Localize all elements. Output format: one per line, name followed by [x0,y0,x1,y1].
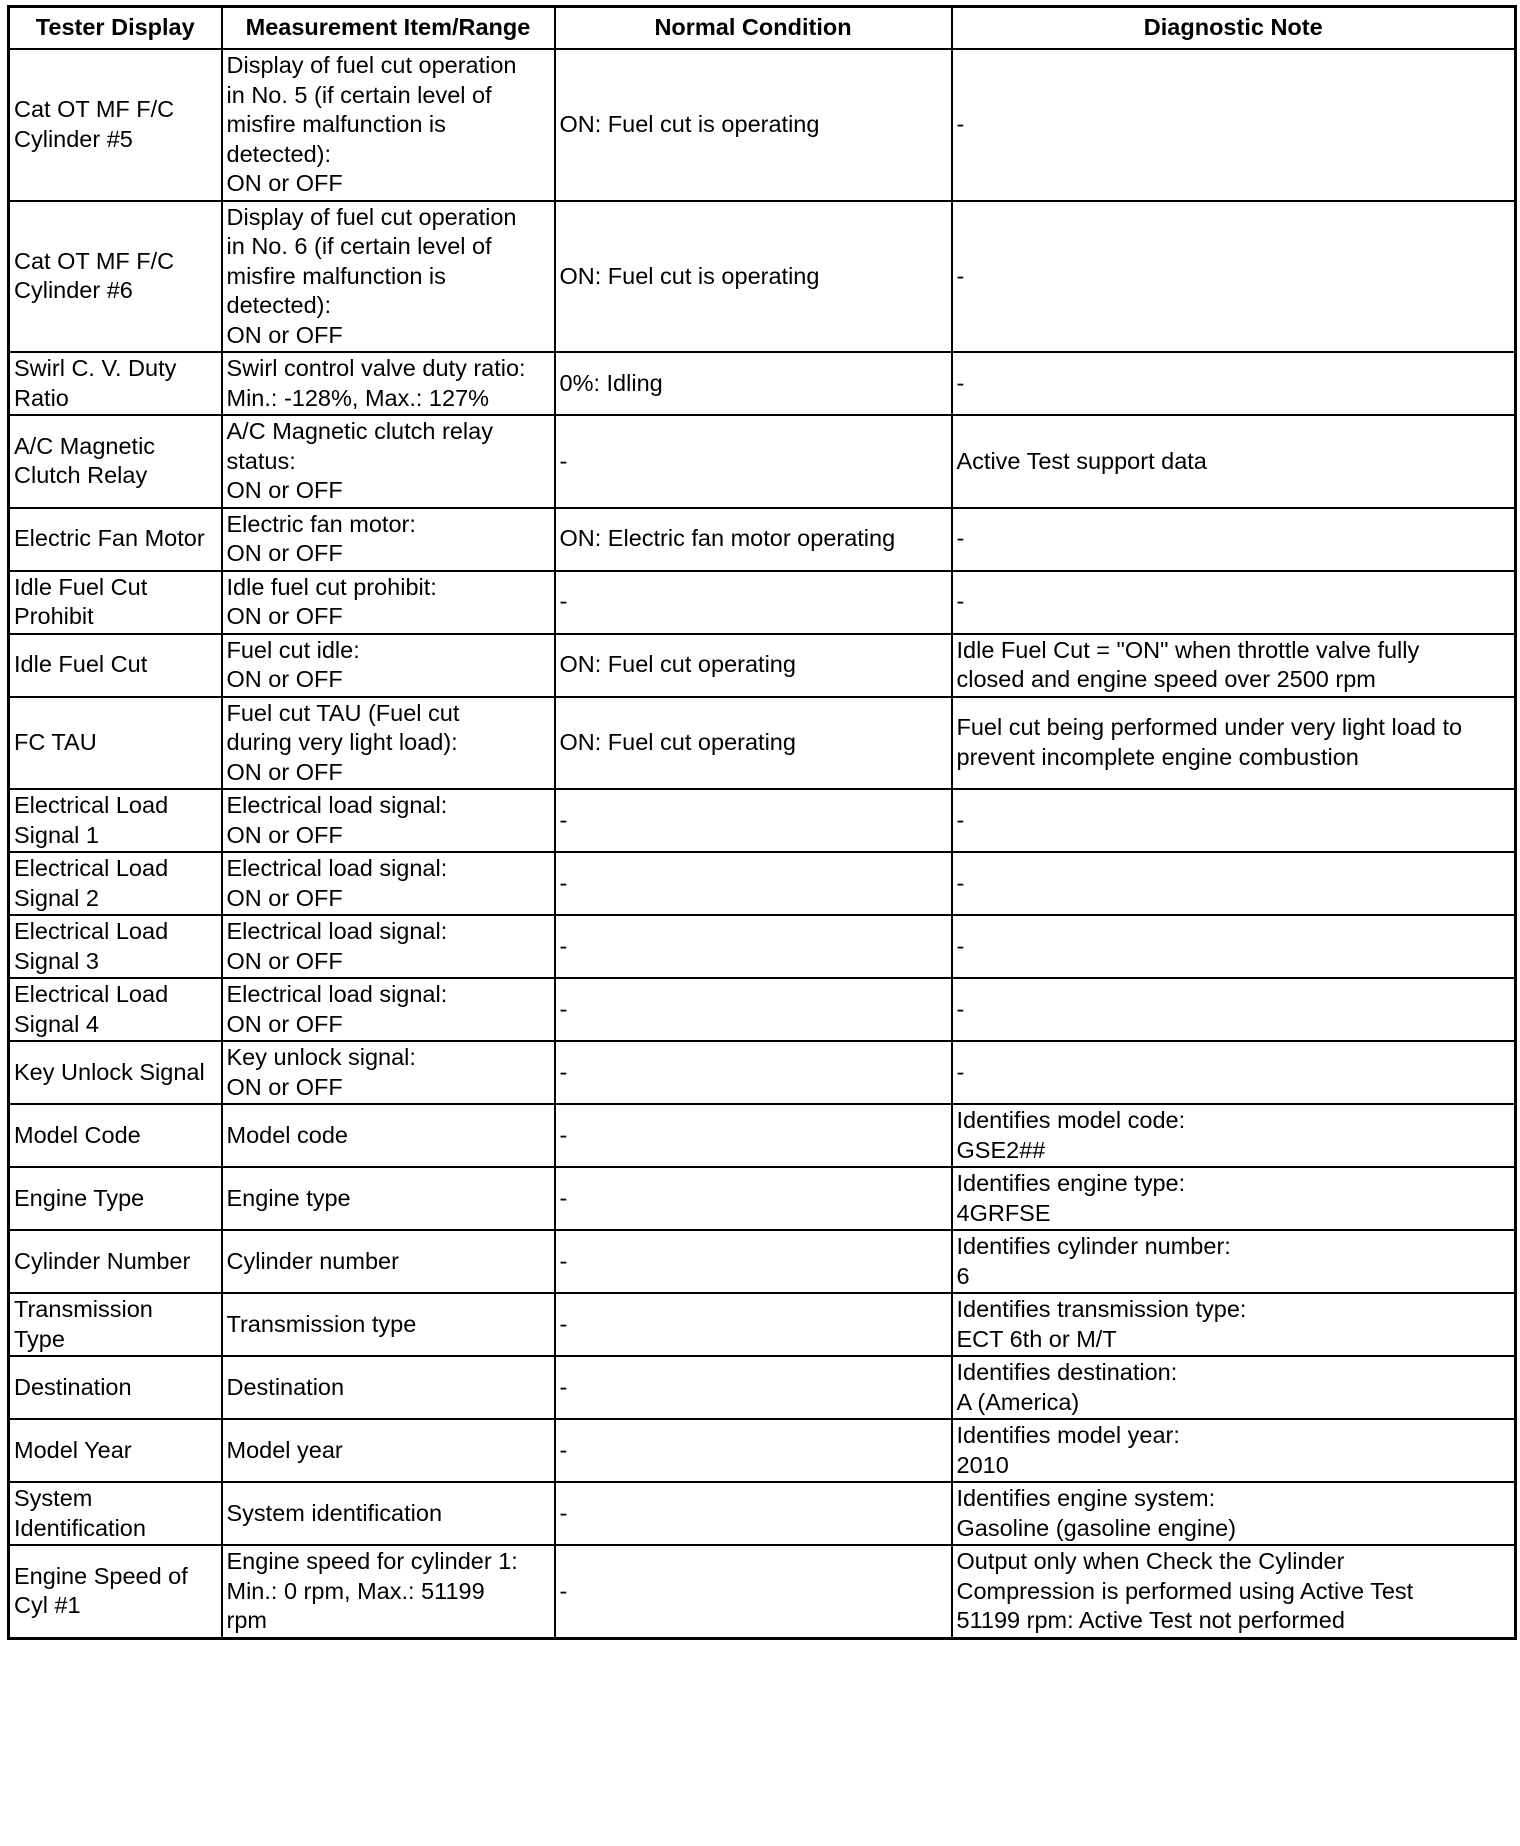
table-row [9,1167,1516,1230]
tester-display-cell: Key Unlock Signal [9,1041,222,1104]
normal-condition-cell: - [555,1293,952,1356]
tester-display-cell: Transmission Type [9,1293,222,1356]
normal-condition-cell: ON: Fuel cut is operating [555,49,952,201]
tester-display-cell: Electrical Load Signal 4 [9,978,222,1041]
measurement-cell: Transmission type [222,1293,555,1356]
measurement-cell: Fuel cut TAU (Fuel cut during very light load): ON or OFF [222,697,555,790]
measurement-cell: Electric fan motor: ON or OFF [222,508,555,571]
tester-display-cell: Cat OT MF F/C Cylinder #6 [9,201,222,353]
normal-condition-cell: - [555,1230,952,1293]
diagnostic-note-cell: Identifies destination: A (America) [952,1356,1516,1419]
table-row [9,1293,1516,1356]
measurement-cell: Idle fuel cut prohibit: ON or OFF [222,571,555,634]
header-diagnostic-note: Diagnostic Note [952,7,1516,50]
tester-display-cell: Model Year [9,1419,222,1482]
table-row [9,697,1516,790]
diagnostic-note-cell: Identifies model code: GSE2## [952,1104,1516,1167]
diagnostic-note-cell: - [952,201,1516,353]
tester-display-cell: Idle Fuel Cut [9,634,222,697]
tester-display-cell: Destination [9,1356,222,1419]
table-row [9,201,1516,353]
table-row [9,634,1516,697]
tester-display-cell: Engine Type [9,1167,222,1230]
normal-condition-cell: ON: Fuel cut operating [555,634,952,697]
table-row [9,1482,1516,1545]
normal-condition-cell: - [555,915,952,978]
table-row [9,789,1516,852]
tester-display-cell: Electric Fan Motor [9,508,222,571]
table-row [9,1545,1516,1638]
normal-condition-cell: - [555,1419,952,1482]
normal-condition-cell: - [555,852,952,915]
diagnostic-note-cell: Identifies engine type: 4GRFSE [952,1167,1516,1230]
tester-display-cell: Electrical Load Signal 2 [9,852,222,915]
diagnostic-note-cell: Output only when Check the Cylinder Compression is performed using Active Test 51199 rpm: Active Test not performed [952,1545,1516,1638]
header-normal-condition: Normal Condition [555,7,952,50]
tester-display-cell: Cat OT MF F/C Cylinder #5 [9,49,222,201]
table-row [9,571,1516,634]
table-row [9,1230,1516,1293]
measurement-cell: Electrical load signal: ON or OFF [222,978,555,1041]
normal-condition-cell: - [555,415,952,508]
normal-condition-cell: ON: Fuel cut is operating [555,201,952,353]
tester-display-cell: FC TAU [9,697,222,790]
table-row [9,49,1516,201]
measurement-cell: Electrical load signal: ON or OFF [222,789,555,852]
diagnostic-note-cell: - [952,915,1516,978]
tester-display-cell: System Identification [9,1482,222,1545]
measurement-cell: Model year [222,1419,555,1482]
diagnostic-note-cell: Identifies model year: 2010 [952,1419,1516,1482]
measurement-cell: Electrical load signal: ON or OFF [222,852,555,915]
measurement-cell: Electrical load signal: ON or OFF [222,915,555,978]
diagnostic-note-cell: - [952,508,1516,571]
normal-condition-cell: - [555,1167,952,1230]
measurement-cell: Key unlock signal: ON or OFF [222,1041,555,1104]
table-row [9,852,1516,915]
header-row [9,7,1516,50]
table-row [9,415,1516,508]
tester-display-cell: Swirl C. V. Duty Ratio [9,352,222,415]
normal-condition-cell: - [555,789,952,852]
table-row [9,508,1516,571]
measurement-cell: Engine type [222,1167,555,1230]
table-row [9,1356,1516,1419]
header-tester-display: Tester Display [9,7,222,50]
diagnostic-note-cell: - [952,789,1516,852]
normal-condition-cell: - [555,1545,952,1638]
diagnostic-note-cell: Fuel cut being performed under very light load to prevent incomplete engine combustion [952,697,1516,790]
diagnostic-note-cell: - [952,978,1516,1041]
tester-display-cell: A/C Magnetic Clutch Relay [9,415,222,508]
measurement-cell: A/C Magnetic clutch relay status: ON or OFF [222,415,555,508]
normal-condition-cell: ON: Electric fan motor operating [555,508,952,571]
normal-condition-cell: ON: Fuel cut operating [555,697,952,790]
tester-display-cell: Engine Speed of Cyl #1 [9,1545,222,1638]
table-row [9,915,1516,978]
normal-condition-cell: - [555,1041,952,1104]
diagnostic-note-cell: - [952,352,1516,415]
data-list-sheet [7,5,1514,1640]
data-list-table [7,5,1517,1640]
measurement-cell: Fuel cut idle: ON or OFF [222,634,555,697]
tester-display-cell: Model Code [9,1104,222,1167]
table-row [9,1041,1516,1104]
normal-condition-cell: 0%: Idling [555,352,952,415]
header-measurement-item: Measurement Item/Range [222,7,555,50]
table-row [9,1104,1516,1167]
normal-condition-cell: - [555,571,952,634]
diagnostic-note-cell: Active Test support data [952,415,1516,508]
diagnostic-note-cell: Idle Fuel Cut = "ON" when throttle valve fully closed and engine speed over 2500 rpm [952,634,1516,697]
diagnostic-note-cell: Identifies engine system: Gasoline (gasoline engine) [952,1482,1516,1545]
diagnostic-note-cell: - [952,49,1516,201]
measurement-cell: Destination [222,1356,555,1419]
normal-condition-cell: - [555,1482,952,1545]
measurement-cell: Model code [222,1104,555,1167]
table-row [9,1419,1516,1482]
measurement-cell: Cylinder number [222,1230,555,1293]
diagnostic-note-cell: - [952,571,1516,634]
table-row [9,352,1516,415]
measurement-cell: Display of fuel cut operation in No. 6 (if certain level of misfire malfunction is detected): ON or OFF [222,201,555,353]
normal-condition-cell: - [555,978,952,1041]
measurement-cell: Swirl control valve duty ratio: Min.: -128%, Max.: 127% [222,352,555,415]
measurement-cell: System identification [222,1482,555,1545]
table-row [9,978,1516,1041]
diagnostic-note-cell: Identifies transmission type: ECT 6th or M/T [952,1293,1516,1356]
tester-display-cell: Cylinder Number [9,1230,222,1293]
normal-condition-cell: - [555,1356,952,1419]
diagnostic-note-cell: - [952,852,1516,915]
measurement-cell: Display of fuel cut operation in No. 5 (if certain level of misfire malfunction is detected): ON or OFF [222,49,555,201]
tester-display-cell: Electrical Load Signal 1 [9,789,222,852]
normal-condition-cell: - [555,1104,952,1167]
diagnostic-note-cell: Identifies cylinder number: 6 [952,1230,1516,1293]
tester-display-cell: Idle Fuel Cut Prohibit [9,571,222,634]
tester-display-cell: Electrical Load Signal 3 [9,915,222,978]
measurement-cell: Engine speed for cylinder 1: Min.: 0 rpm, Max.: 51199 rpm [222,1545,555,1638]
diagnostic-note-cell: - [952,1041,1516,1104]
